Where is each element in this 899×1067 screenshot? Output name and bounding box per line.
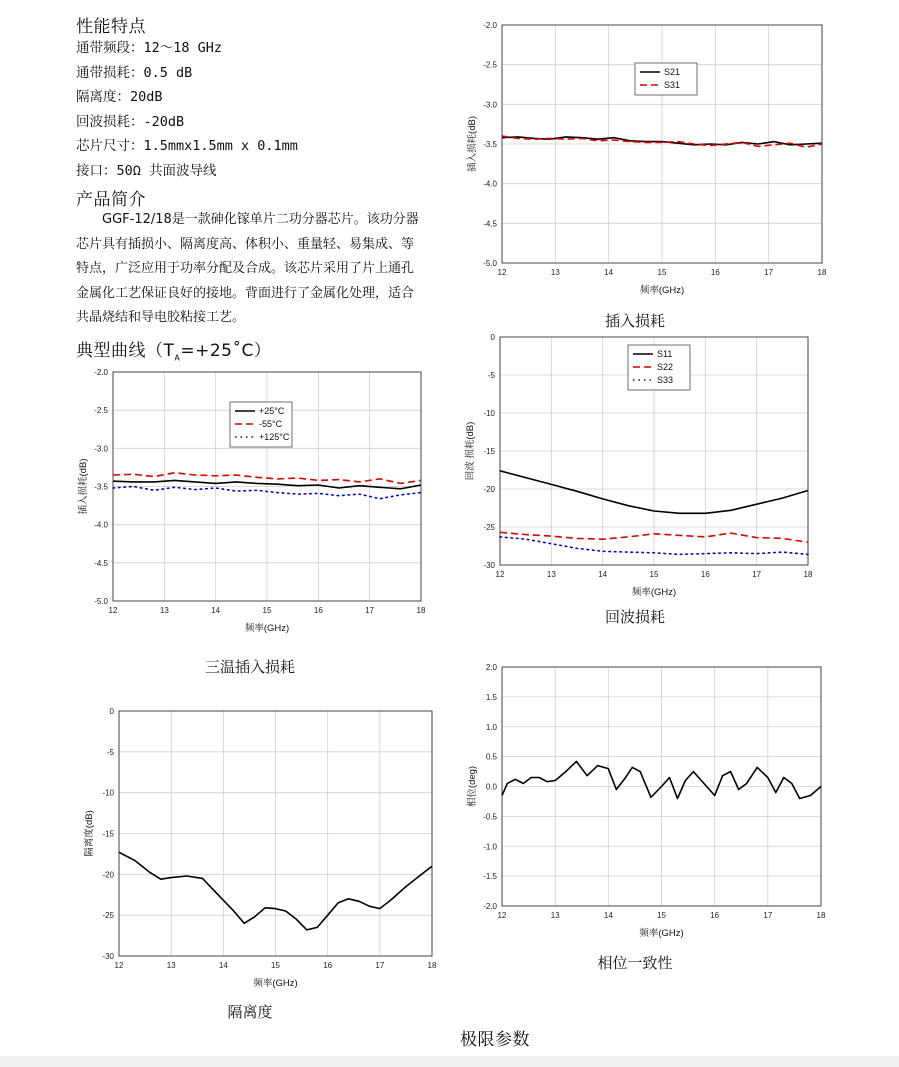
x-tick-label: 15 bbox=[262, 606, 272, 615]
legend-label: S33 bbox=[657, 375, 674, 385]
y-tick-label: -5 bbox=[487, 371, 495, 380]
y-tick-label: 1.5 bbox=[485, 692, 497, 702]
y-tick-label: -1.0 bbox=[483, 842, 497, 852]
x-tick-label: 13 bbox=[550, 268, 560, 277]
x-axis-label: 频率(GHz) bbox=[244, 623, 290, 634]
return-loss-caption: 回波损耗 bbox=[604, 608, 665, 626]
feature-isolation: 隔离度：20dB bbox=[76, 89, 163, 106]
page-bottom-bar bbox=[0, 1056, 899, 1067]
x-tick-label: 12 bbox=[497, 911, 507, 920]
x-tick-label: 18 bbox=[427, 961, 437, 970]
y-tick-label: -2.5 bbox=[94, 406, 108, 416]
x-tick-label: 17 bbox=[375, 961, 385, 970]
x-tick-label: 18 bbox=[416, 606, 426, 615]
x-tick-label: 17 bbox=[365, 606, 375, 615]
x-tick-label: 12 bbox=[108, 606, 118, 615]
y-tick-label: -15 bbox=[483, 447, 495, 456]
intro-heading: 产品简介 bbox=[76, 190, 146, 210]
x-tick-label: 18 bbox=[803, 570, 813, 579]
limits-heading: 极限参数 bbox=[460, 1030, 530, 1050]
y-tick-label: -15 bbox=[102, 829, 114, 839]
x-tick-label: 17 bbox=[763, 911, 773, 920]
isolation-caption: 隔离度 bbox=[227, 1003, 273, 1021]
y-tick-label: -4.0 bbox=[94, 520, 108, 530]
y-tick-label: 2.0 bbox=[485, 663, 497, 672]
x-tick-label: 14 bbox=[598, 570, 608, 579]
x-axis-label: 频率(GHz) bbox=[639, 928, 684, 939]
feature-passband-loss: 通带损耗：0.5 dB bbox=[76, 64, 193, 81]
x-axis-label: 频率(GHz) bbox=[639, 285, 685, 296]
x-axis-label: 频率(GHz) bbox=[631, 587, 677, 598]
x-tick-label: 13 bbox=[166, 961, 176, 970]
y-tick-label: -20 bbox=[102, 870, 114, 880]
x-tick-label: 13 bbox=[546, 570, 556, 579]
isolation-chart bbox=[75, 700, 445, 992]
y-tick-label: -5 bbox=[106, 747, 114, 757]
y-tick-label: -3.5 bbox=[94, 482, 108, 492]
y-tick-label: -10 bbox=[483, 409, 495, 418]
phase-caption: 相位一致性 bbox=[597, 954, 673, 972]
y-tick-label: 0 bbox=[109, 707, 114, 716]
y-tick-label: -25 bbox=[102, 911, 114, 921]
x-tick-label: 16 bbox=[313, 606, 323, 615]
y-tick-label: 0.5 bbox=[485, 752, 497, 762]
x-tick-label: 16 bbox=[700, 570, 710, 579]
x-tick-label: 17 bbox=[764, 268, 774, 277]
y-tick-label: -30 bbox=[102, 952, 114, 961]
y-axis-label: 相位(deg) bbox=[467, 765, 478, 808]
y-tick-label: -3.0 bbox=[483, 100, 497, 110]
y-tick-label: 1.0 bbox=[485, 722, 497, 732]
x-tick-label: 18 bbox=[817, 268, 827, 277]
curves-heading-prefix: 典型曲线（T bbox=[76, 341, 175, 361]
curves-heading-suffix: =+25˚C） bbox=[180, 341, 272, 361]
feature-return-loss: 回波损耗：-20dB bbox=[76, 113, 185, 130]
x-tick-label: 17 bbox=[752, 570, 762, 579]
x-axis-label: 频率(GHz) bbox=[253, 978, 298, 989]
y-tick-label: -30 bbox=[483, 561, 495, 570]
legend-label: S11 bbox=[657, 349, 673, 359]
y-tick-label: 0 bbox=[490, 333, 495, 342]
feature-interface: 接口：50Ω 共面波导线 bbox=[76, 162, 217, 179]
legend-label: +25°C bbox=[259, 406, 285, 416]
insertion-loss-caption: 插入损耗 bbox=[604, 312, 665, 330]
intro-paragraph bbox=[76, 208, 426, 331]
return-loss-chart bbox=[460, 327, 840, 607]
x-tick-label: 16 bbox=[710, 268, 720, 277]
y-tick-label: -2.0 bbox=[94, 368, 108, 377]
y-tick-label: -3.5 bbox=[483, 140, 497, 149]
legend-label: S22 bbox=[657, 362, 674, 372]
y-tick-label: -0.5 bbox=[483, 812, 497, 822]
x-tick-label: 14 bbox=[211, 606, 221, 615]
y-axis-label: 隔离度(dB) bbox=[84, 810, 95, 857]
legend-label: -55°C bbox=[259, 419, 283, 429]
y-tick-label: -4.0 bbox=[483, 179, 497, 189]
phase-chart bbox=[460, 657, 840, 945]
y-tick-label: -2.5 bbox=[483, 60, 497, 70]
y-tick-label: -20 bbox=[483, 485, 495, 494]
three-temp-chart bbox=[70, 362, 430, 638]
y-tick-label: -10 bbox=[102, 788, 114, 798]
y-tick-label: -5.0 bbox=[94, 597, 108, 606]
x-tick-label: 16 bbox=[710, 911, 720, 920]
x-tick-label: 15 bbox=[657, 268, 667, 277]
x-tick-label: 13 bbox=[550, 911, 560, 920]
three-temp-caption: 三温插入损耗 bbox=[204, 658, 295, 676]
x-tick-label: 12 bbox=[114, 961, 124, 970]
x-tick-label: 14 bbox=[218, 961, 228, 970]
curves-heading-sub: A bbox=[174, 353, 181, 363]
x-tick-label: 15 bbox=[649, 570, 659, 579]
y-axis-label: 回波 损耗(dB) bbox=[465, 421, 476, 481]
feature-chip-size: 芯片尺寸：1.5mmx1.5mm x 0.1mm bbox=[76, 138, 298, 155]
y-tick-label: -5.0 bbox=[483, 259, 497, 268]
feature-passband: 通带频段：12～18 GHz bbox=[76, 40, 223, 56]
x-tick-label: 18 bbox=[816, 911, 826, 920]
x-tick-label: 14 bbox=[604, 268, 614, 277]
y-tick-label: -2.0 bbox=[483, 902, 497, 911]
features-heading: 性能特点 bbox=[76, 17, 146, 37]
intro-text: GGF-12/18是一款砷化镓单片二功分器芯片。该功分器芯片具有插损小、隔离度高、体积小、重量轻、易集成、等特点，广泛应用于功率分配及合成。该芯片采用了片上通孔金属化工艺保证良好的接地。背面进行了金属化处理，适合共晶烧结和导电胶粘接工艺。 bbox=[76, 212, 419, 325]
y-tick-label: -2.0 bbox=[483, 21, 497, 30]
x-tick-label: 12 bbox=[495, 570, 505, 579]
legend-label: S21 bbox=[664, 67, 681, 77]
y-tick-label: -25 bbox=[483, 523, 495, 532]
y-axis-label: 插入损耗(dB) bbox=[467, 116, 478, 172]
x-tick-label: 12 bbox=[497, 268, 507, 277]
y-tick-label: -4.5 bbox=[483, 219, 497, 229]
x-tick-label: 15 bbox=[271, 961, 280, 970]
legend-label: S31 bbox=[664, 80, 681, 90]
x-tick-label: 14 bbox=[603, 911, 613, 920]
y-tick-label: -4.5 bbox=[94, 558, 108, 568]
x-tick-label: 16 bbox=[323, 961, 333, 970]
insertion-loss-chart bbox=[460, 15, 840, 305]
x-tick-label: 15 bbox=[657, 911, 666, 920]
y-tick-label: -3.0 bbox=[94, 444, 108, 454]
legend-label: +125°C bbox=[259, 432, 290, 442]
features-list bbox=[76, 36, 298, 184]
x-tick-label: 13 bbox=[159, 606, 169, 615]
curves-heading bbox=[76, 336, 271, 362]
y-axis-label: 插入损耗(dB) bbox=[78, 458, 89, 515]
y-tick-label: -1.5 bbox=[483, 872, 497, 882]
y-tick-label: 0.0 bbox=[485, 782, 497, 792]
